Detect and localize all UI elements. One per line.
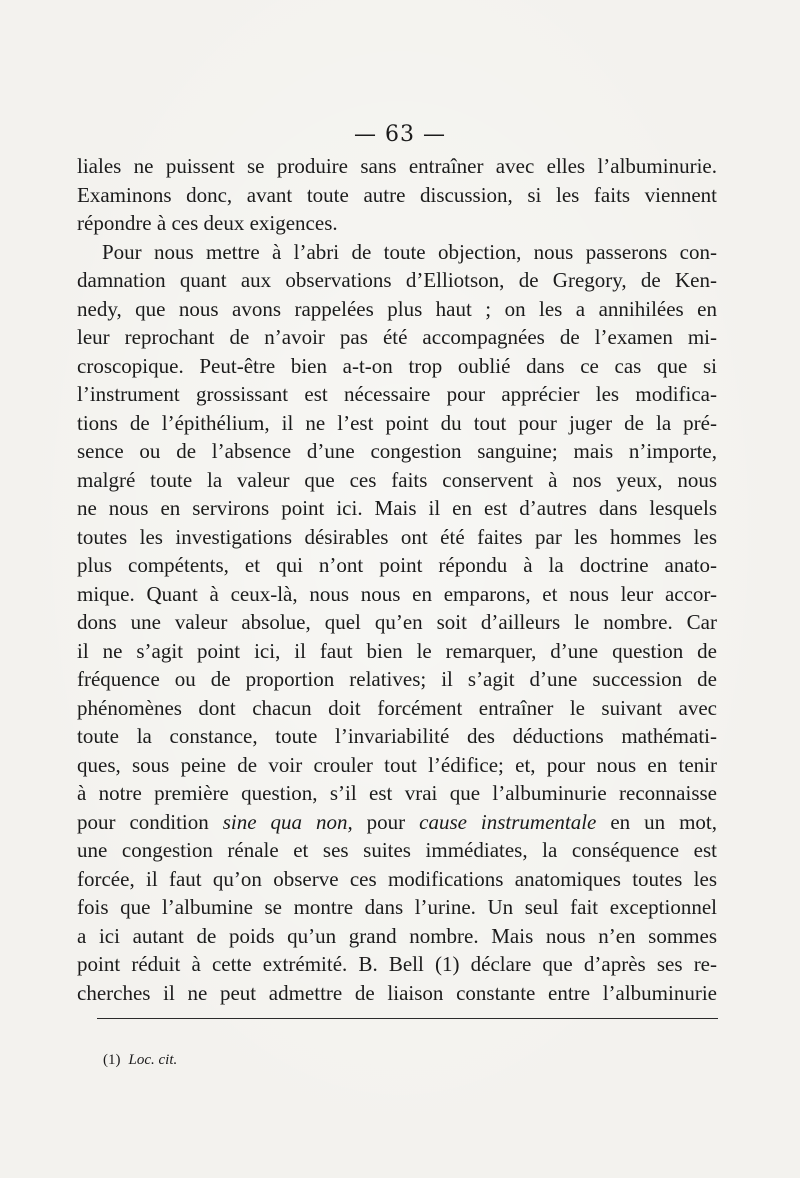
text-line: ne nous en servirons point ici. Mais il en est d’autres dans lesquels [77, 496, 717, 520]
text-line: plus compétents, et qui n’ont point répondu à la doctrine anato- [77, 553, 717, 577]
text-line: répondre à ces deux exigences. [77, 211, 338, 235]
italic-phrase: cause instrumentale [419, 809, 597, 834]
text-line: une congestion rénale et ses suites immédiates, la conséquence est [77, 838, 717, 862]
text-line: à notre première question, s’il est vrai que l’albuminurie reconnaisse [77, 781, 717, 805]
footnote-marker: (1) [103, 1052, 121, 1068]
text-line: toute la constance, toute l’invariabilité des déductions mathémati- [77, 724, 717, 748]
italic-phrase: sine qua non, [222, 809, 353, 834]
text-line: point réduit à cette extrémité. B. Bell (1) déclare que d’après ses re- [77, 952, 717, 976]
text-line: malgré toute la valeur que ces faits conservent à nos yeux, nous [77, 467, 717, 492]
text-line: nedy, que nous avons rappelées plus haut ; on les a annihilées en [77, 296, 717, 321]
text-line: forcée, il faut qu’on observe ces modifications anatomiques toutes les [77, 866, 717, 891]
text-line: phénomènes dont chacun doit forcément entraîner le suivant avec [77, 695, 717, 720]
text-line: tions de l’épithélium, il ne l’est point du tout pour juger de la pré- [77, 410, 717, 435]
text-line: fois que l’albumine se montre dans l’urine. Un seul fait exceptionnel [77, 895, 717, 919]
text-line: l’instrument grossissant est nécessaire pour apprécier les modifica- [77, 382, 717, 406]
text-line: toutes les investigations désirables ont été faites par les hommes les [77, 524, 717, 549]
footnote-text: Loc. cit. [128, 1052, 178, 1068]
text-line [77, 808, 717, 837]
footnote [103, 1052, 177, 1069]
text-line: Pour nous mettre à l’abri de toute objection, nous passerons con- [102, 239, 717, 264]
text-line: liales ne puissent se produire sans entraîner avec elles l’albuminurie. [77, 154, 717, 178]
text-segment: pour [352, 809, 420, 834]
text-line: Examinons donc, avant toute autre discussion, si les faits viennent [77, 182, 717, 207]
text-line: cherches il ne peut admettre de liaison constante entre l’albuminurie [77, 980, 717, 1005]
text-segment: pour condition [77, 809, 223, 834]
text-line: ques, sous peine de voir crouler tout l’édifice; et, pour nous en tenir [77, 752, 717, 777]
text-line: sence ou de l’absence d’une congestion sanguine; mais n’importe, [77, 439, 717, 463]
text-line: il ne s’agit point ici, il faut bien le remarquer, d’une question de [77, 638, 717, 663]
text-line: leur reprochant de n’avoir pas été accompagnées de l’examen mi- [77, 325, 717, 349]
body-text [77, 152, 717, 1007]
text-line: a ici autant de poids qu’un grand nombre. Mais nous n’en sommes [77, 923, 717, 948]
text-line: damnation quant aux observations d’Elliotson, de Gregory, de Ken- [77, 268, 717, 292]
text-segment: en un mot, [596, 809, 717, 834]
text-line: mique. Quant à ceux-là, nous nous en emparons, et nous leur accor- [77, 581, 717, 606]
text-line: dons une valeur absolue, quel qu’en soit d’ailleurs le nombre. Car [77, 610, 717, 634]
footnote-rule [97, 1018, 718, 1019]
page-number: — 63 — [354, 122, 446, 147]
text-line: croscopique. Peut-être bien a-t-on trop oublié dans ce cas que si [77, 353, 717, 378]
text-line: fréquence ou de proportion relatives; il s’agit d’une succession de [77, 667, 717, 691]
